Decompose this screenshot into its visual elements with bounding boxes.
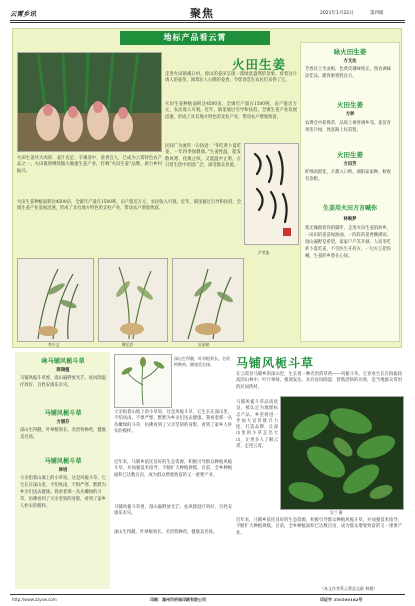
grass-middle-text-3: 马铺风栀斗草香，漫山遍野放光芒。祛风除湿疗效好，百姓安康乐未央。 <box>114 505 232 517</box>
sidebar-poem-3-title: 火田生姜 <box>337 151 363 159</box>
footer-hotline: 印证字 356500182号 <box>320 597 363 602</box>
sidebar-poem-3-body: 纤细高挺花，辛甜入口鲜。端阳家家种，秋收有余粮。 <box>305 170 391 182</box>
issue-date: 2021年1月22日 <box>320 11 354 16</box>
sidebar-poem-2-author: 方林 <box>345 112 355 117</box>
feature-paragraph-5: 火田生姜种植面积达4500亩，全镇年产量在1500吨，亩产值近万元，农民收入可观。近年，镇里通过引导和扶持，全镇生姜产业发展迅速，形成了具有地方特色的支柱产业，带动农户增收致富。 <box>17 200 241 212</box>
sidebar-poem-2-body: 农博会中获殊荣，品质上乘誉满乡邻。姜苗青翠连片绿，致富路上好前程。 <box>305 121 391 133</box>
grass-article-3: 近年来，马铺乡依托良好的生态资源，积极引导群众种植风栀斗草，并加强技术指导，不断扩大种植规模。目前，全乡种植面积已达数百亩，成为群众增收致富的又一重要产业。 <box>236 518 402 536</box>
grass-poem-1-title: 咏马铺风栀斗草 <box>41 358 85 365</box>
painting-2-caption: 柳艺存 <box>122 342 134 347</box>
feature-paragraph-4: 火田生姜块大肉厚、姜汁充足、辛辣适中、清香宜人，已成为云霄特色农产品之一。火田镇将继续做大做强生姜产业，打响“火田生姜”品牌，助力乡村振兴。 <box>17 156 162 174</box>
herb-note: 深山生得靓，叶翠根须长。名贵特种药，健康美名扬。 <box>174 356 230 367</box>
ginger-photo-art <box>18 53 161 151</box>
grass-poem-3-title: 马铺风栀斗草 <box>44 458 82 465</box>
ginger-photo <box>17 52 162 152</box>
header-rule <box>10 20 405 21</box>
sidebar-poem-1-author: 方文达 <box>343 59 357 64</box>
sidebar-poem-3-author: 方田芳 <box>343 162 357 167</box>
grass-poem-2-author: 方丽芬 <box>56 420 70 425</box>
grass-photo <box>280 396 404 510</box>
grass-middle-text-4: 深山生得靓，叶翠根须长。名贵特种药，健康美名扬。 <box>114 530 218 535</box>
grass-footnote: （本文作者系云霄县文联 林德） <box>320 586 378 591</box>
painting-3-art <box>173 259 243 341</box>
painting-2 <box>98 258 168 342</box>
calligraphy-photo <box>244 143 299 245</box>
sidebar-poem-4-body: 我无缘跟着你的脚步，走进火田生姜的故乡，一田田的姜苗绿油油，一阵阵的姜香飘满田。漫山遍野是希望，家家户户笑开颜。人说冬吃萝卜夏吃姜，不劳医生开药方。一句方言把你喊，生姜的乡愁在心间。 <box>305 226 391 259</box>
feature-title: 火田生姜 <box>232 57 287 72</box>
grass-poem-3-body: 父亲指着山坡上的小草说，这是风栀斗草，它生长在深山里，不怕风雨，不惧严寒，默默为乡亲们送去健康。我看着那一丛丛嫩绿的斗草，仿佛看到了父亲坚韧的身影，看到了家乡人朴实的模样。 <box>20 476 106 509</box>
painting-1-caption: 李少文 <box>48 342 60 347</box>
grass-photo-caption: 吴兰 摄 <box>330 510 343 515</box>
footer-printer: 印刷：漳州市侨南印刷有限公司 <box>150 597 206 602</box>
masthead: 云霄乡讯 <box>10 10 36 18</box>
section-title: 聚焦 <box>190 7 214 20</box>
grass-poem-1-author: 陈瑞植 <box>56 368 70 373</box>
painting-3-caption: 吴承柏 <box>198 342 210 347</box>
grass-photo-art <box>281 397 403 509</box>
grass-poem-2-title: 马铺风栀斗草 <box>44 410 82 417</box>
sidebar-poem-2-title: 火田生姜 <box>337 101 363 109</box>
grass-middle-text-1: 父亲指着山坡上的小草说，这是风栀斗草，它生长在深山里，不怕风雨，不惧严寒，默默为乡亲们送去健康。我看着那一丛丛嫩绿的斗草，仿佛看到了父亲坚韧的身影，看到了家乡人朴实的模样。 <box>114 410 232 434</box>
header-rule-2 <box>10 22 405 23</box>
painting-1-art <box>18 259 93 341</box>
herb-illustration <box>114 354 172 408</box>
sidebar-poem-1-body: 芳香沃土孕灵根，色黄皮薄味纯正。熟食调味添佳品，暖胃驱寒胜良方。 <box>305 67 391 79</box>
grass-poem-3-author: 林培 <box>58 468 68 473</box>
grass-poem-1-body: 马铺风栀斗草香，漫山遍野放光芒。祛风除湿疗效好，百姓安康乐未央。 <box>20 376 106 388</box>
footer-website: http://www.zzyxw.com <box>12 597 57 602</box>
painting-2-art <box>99 259 167 341</box>
grass-middle-text-2: 近年来，马铺乡依托良好的生态资源，积极引导群众种植风栀斗草，并加强技术指导，不断扩大种植规模。目前，全乡种植面积已达数百亩，成为群众增收致富的又一重要产业。 <box>114 460 232 478</box>
grass-article-1: 在云霄县马铺乡的深山里，生长着一种名贵的草药——风栀斗草。它喜欢生长在海拔较高的山林中，叶片翠绿，根须发达，具有祛风除湿、舒筋活络的功效，是当地群众常用的民间药材。 <box>236 372 402 390</box>
herb-illustration-art <box>115 355 171 407</box>
feature-paragraph-2: 火田生姜种植面积达4500亩，全镇年产量在1500吨，亩产值近万元，农民收入可观。近年，镇里通过引导和扶持，全镇生姜产业发展迅速，形成了具有地方特色的支柱产业，带动农户增收致富。 <box>165 102 297 120</box>
grass-poem-2-body: 深山生得靓，叶翠根须长。名贵特种药，健康美名扬。 <box>20 428 106 440</box>
grass-article-2: 马铺风栀斗草品质优良，被认定为地理标志产品。乡里将进一步加大宣传推介力度，打造品牌，让深山里的小草走出大山，让更多人了解云霄、走进云霄。 <box>236 400 278 450</box>
sidebar-poem-4-author: 林映梦 <box>343 217 357 222</box>
sidebar-poem-1-title: 咏火田生姜 <box>333 48 367 56</box>
page-number: 第四版 <box>370 11 384 16</box>
poem-sidebar <box>300 42 400 342</box>
feature-paragraph-1: 走进火田镇溪口村，漫山的姜田呈现一派绿意盎然的景象。看着这片诱人的姜苗，闻着沁人心脾的姜香，令您眷恋在农民们采得了它。 <box>165 72 297 84</box>
painting-3 <box>172 258 244 342</box>
painting-1 <box>17 258 94 342</box>
sidebar-poem-4-title: 生姜用火田方言喊你 <box>322 205 377 212</box>
calligraphy-art <box>245 144 298 244</box>
calligraphy-caption: 芦苇流 <box>258 250 270 255</box>
footer-rule <box>10 594 405 595</box>
grass-big-title: 马铺风栀斗草 <box>236 356 315 370</box>
feature-banner: 地标产品看云霄 <box>120 31 270 45</box>
feature-paragraph-3: 民间广为流传一句俗语：“冬吃萝卜夏吃姜，一年四季保健康。”生姜性温，能发散风寒、化痰止咳，又能温中止呕，在日常生活中用途广泛，深受群众喜爱。 <box>165 144 241 168</box>
